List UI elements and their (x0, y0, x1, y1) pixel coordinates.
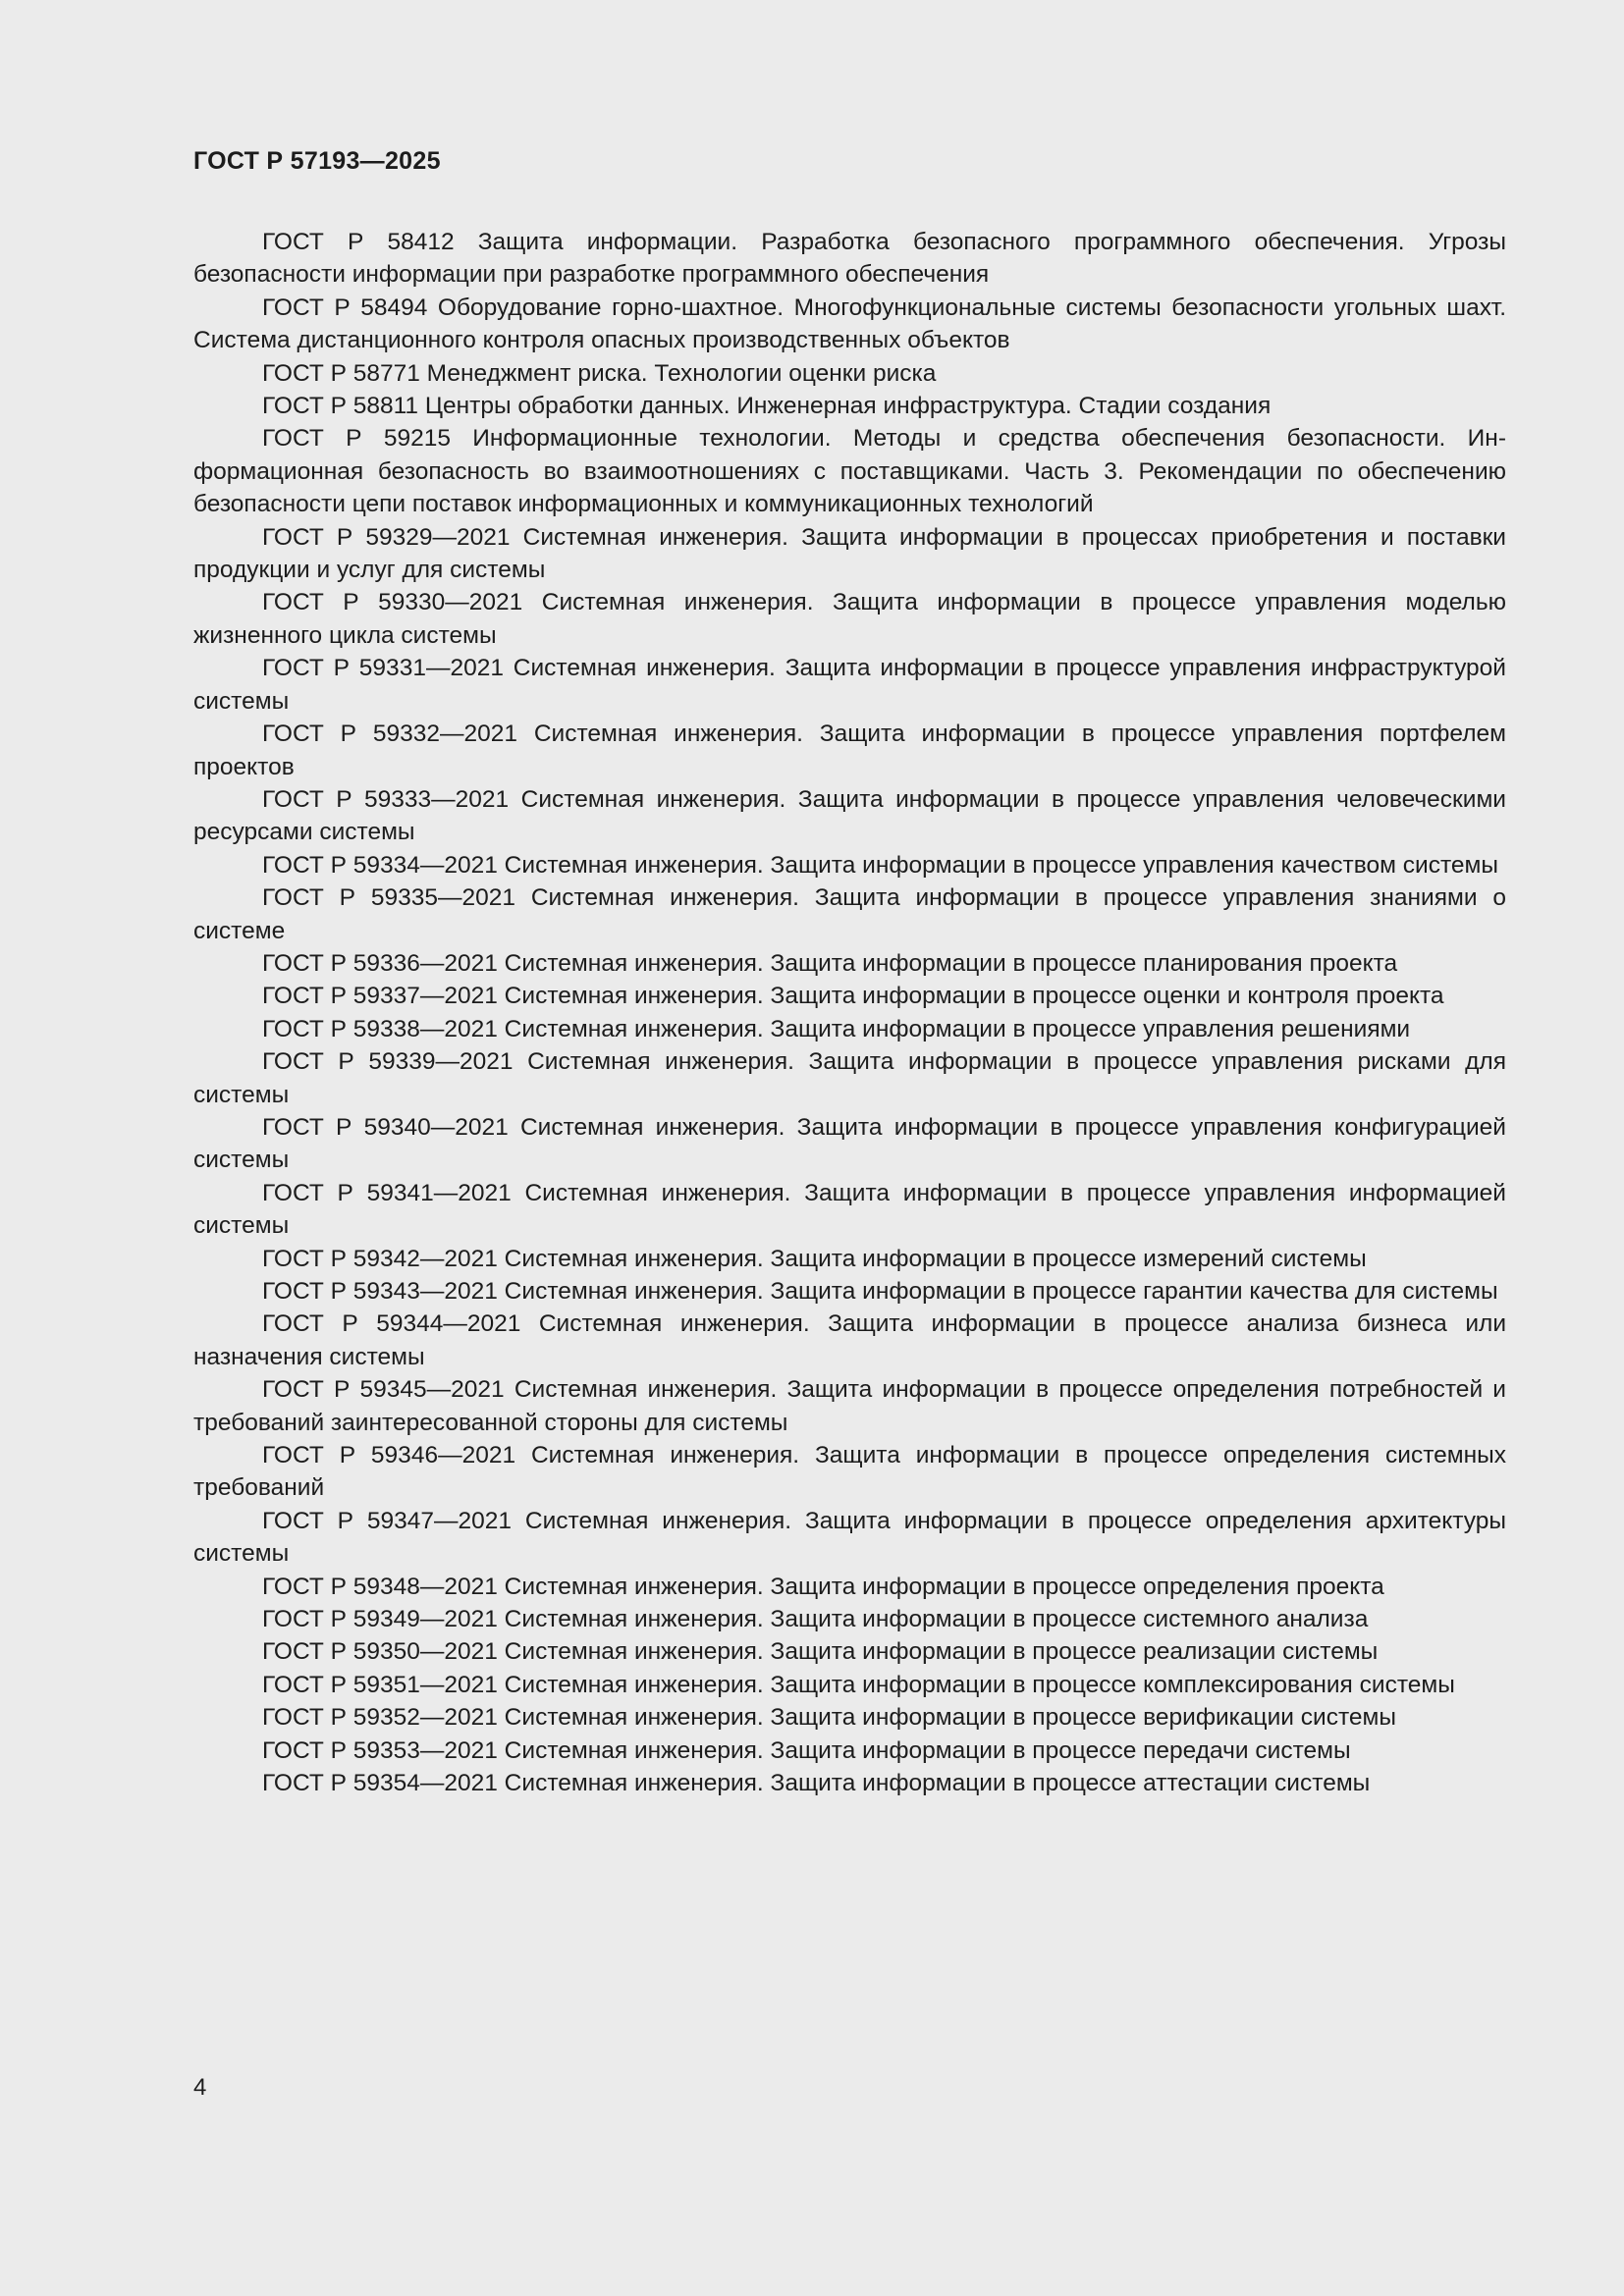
reference-item: ГОСТ Р 59353—2021 Системная инженерия. Защита информации в процессе передачи системы (262, 1736, 1351, 1764)
reference-item: ГОСТ Р 59351—2021 Системная инженерия. Защита информации в процессе комплексирования системы (262, 1671, 1455, 1698)
reference-item: ГОСТ Р 58412 Защита информации. Разработка безопасного программного обеспечения. Угрозы безопасности информации при разработке программного обеспечения (193, 229, 1506, 289)
reference-item: ГОСТ Р 59345—2021 Системная инженерия. Защита информации в процессе определения потребностей и требований заинтересованной стороны для системы (193, 1376, 1506, 1436)
reference-item: ГОСТ Р 59215 Информационные технологии. Методы и средства обеспечения безопасности. Информационная безопасность во взаимоотношениях с поставщиками. Часть 3. Рекомендации по обеспечению безопасности цепи поставок информационных и коммуникационных технологий (193, 425, 1506, 518)
reference-item: ГОСТ Р 59336—2021 Системная инженерия. Защита информации в процессе планирования проекта (262, 949, 1398, 977)
reference-item: ГОСТ Р 58494 Оборудование горно-шахтное. Многофункциональные системы безопасности угольных шахт. Система дистанционного контроля опасных производственных объектов (193, 294, 1506, 354)
document-header: ГОСТ Р 57193—2025 (193, 147, 441, 175)
reference-item: ГОСТ Р 59342—2021 Системная инженерия. Защита информации в процессе измерений системы (262, 1245, 1367, 1272)
reference-item: ГОСТ Р 59339—2021 Системная инженерия. Защита информации в процессе управления рисками для системы (193, 1048, 1506, 1108)
reference-item: ГОСТ Р 59343—2021 Системная инженерия. Защита информации в процессе гарантии качества для системы (262, 1278, 1498, 1305)
normative-references-list (193, 226, 1506, 1800)
reference-item: ГОСТ Р 59337—2021 Системная инженерия. Защита информации в процессе оценки и контроля проекта (262, 983, 1444, 1010)
reference-item: ГОСТ Р 59340—2021 Системная инженерия. Защита информации в процессе управления конфигурацией системы (193, 1113, 1506, 1174)
reference-item: ГОСТ Р 59335—2021 Системная инженерия. Защита информации в процессе управления знаниями о системе (193, 884, 1506, 944)
page-number: 4 (193, 2074, 207, 2101)
reference-item: ГОСТ Р 59348—2021 Системная инженерия. Защита информации в процессе определения проекта (262, 1573, 1384, 1600)
reference-item: ГОСТ Р 59330—2021 Системная инженерия. Защита информации в процессе управления моделью жизненного цикла системы (193, 589, 1506, 649)
reference-item: ГОСТ Р 59349—2021 Системная инженерия. Защита информации в процессе системного анализа (262, 1606, 1369, 1633)
reference-item: ГОСТ Р 59329—2021 Системная инженерия. Защита информации в процессах приобретения и поставки продукции и услуг для системы (193, 523, 1506, 584)
reference-item: ГОСТ Р 59346—2021 Системная инженерия. Защита информации в процессе определения системных требований (193, 1442, 1506, 1502)
reference-item: ГОСТ Р 59344—2021 Системная инженерия. Защита информации в процессе анализа бизнеса или назначения системы (193, 1310, 1506, 1370)
reference-item: ГОСТ Р 58811 Центры обработки данных. Инженерная инфраструктура. Стадии создания (262, 393, 1272, 420)
reference-item: ГОСТ Р 59347—2021 Системная инженерия. Защита информации в процессе определения архитектуры системы (193, 1507, 1506, 1568)
reference-item: ГОСТ Р 59332—2021 Системная инженерия. Защита информации в процессе управления портфелем проектов (193, 721, 1506, 780)
reference-item: ГОСТ Р 59338—2021 Системная инженерия. Защита информации в процессе управления решениями (262, 1015, 1411, 1042)
reference-item: ГОСТ Р 58771 Менеджмент риска. Технологии оценки риска (262, 359, 937, 387)
reference-item: ГОСТ Р 59352—2021 Системная инженерия. Защита информации в процессе верификации системы (262, 1704, 1396, 1732)
reference-item: ГОСТ Р 59341—2021 Системная инженерия. Защита информации в процессе управления информацией системы (193, 1179, 1506, 1240)
reference-item: ГОСТ Р 59333—2021 Системная инженерия. Защита информации в процессе управления человеческими ресурсами системы (193, 785, 1506, 846)
reference-item: ГОСТ Р 59331—2021 Системная инженерия. Защита информации в процессе управления инфраструктурой системы (193, 655, 1506, 715)
reference-item: ГОСТ Р 59354—2021 Системная инженерия. Защита информации в процессе аттестации системы (262, 1770, 1371, 1797)
reference-item: ГОСТ Р 59350—2021 Системная инженерия. Защита информации в процессе реализации системы (262, 1638, 1379, 1666)
reference-item: ГОСТ Р 59334—2021 Системная инженерия. Защита информации в процессе управления качеством системы (262, 851, 1499, 879)
